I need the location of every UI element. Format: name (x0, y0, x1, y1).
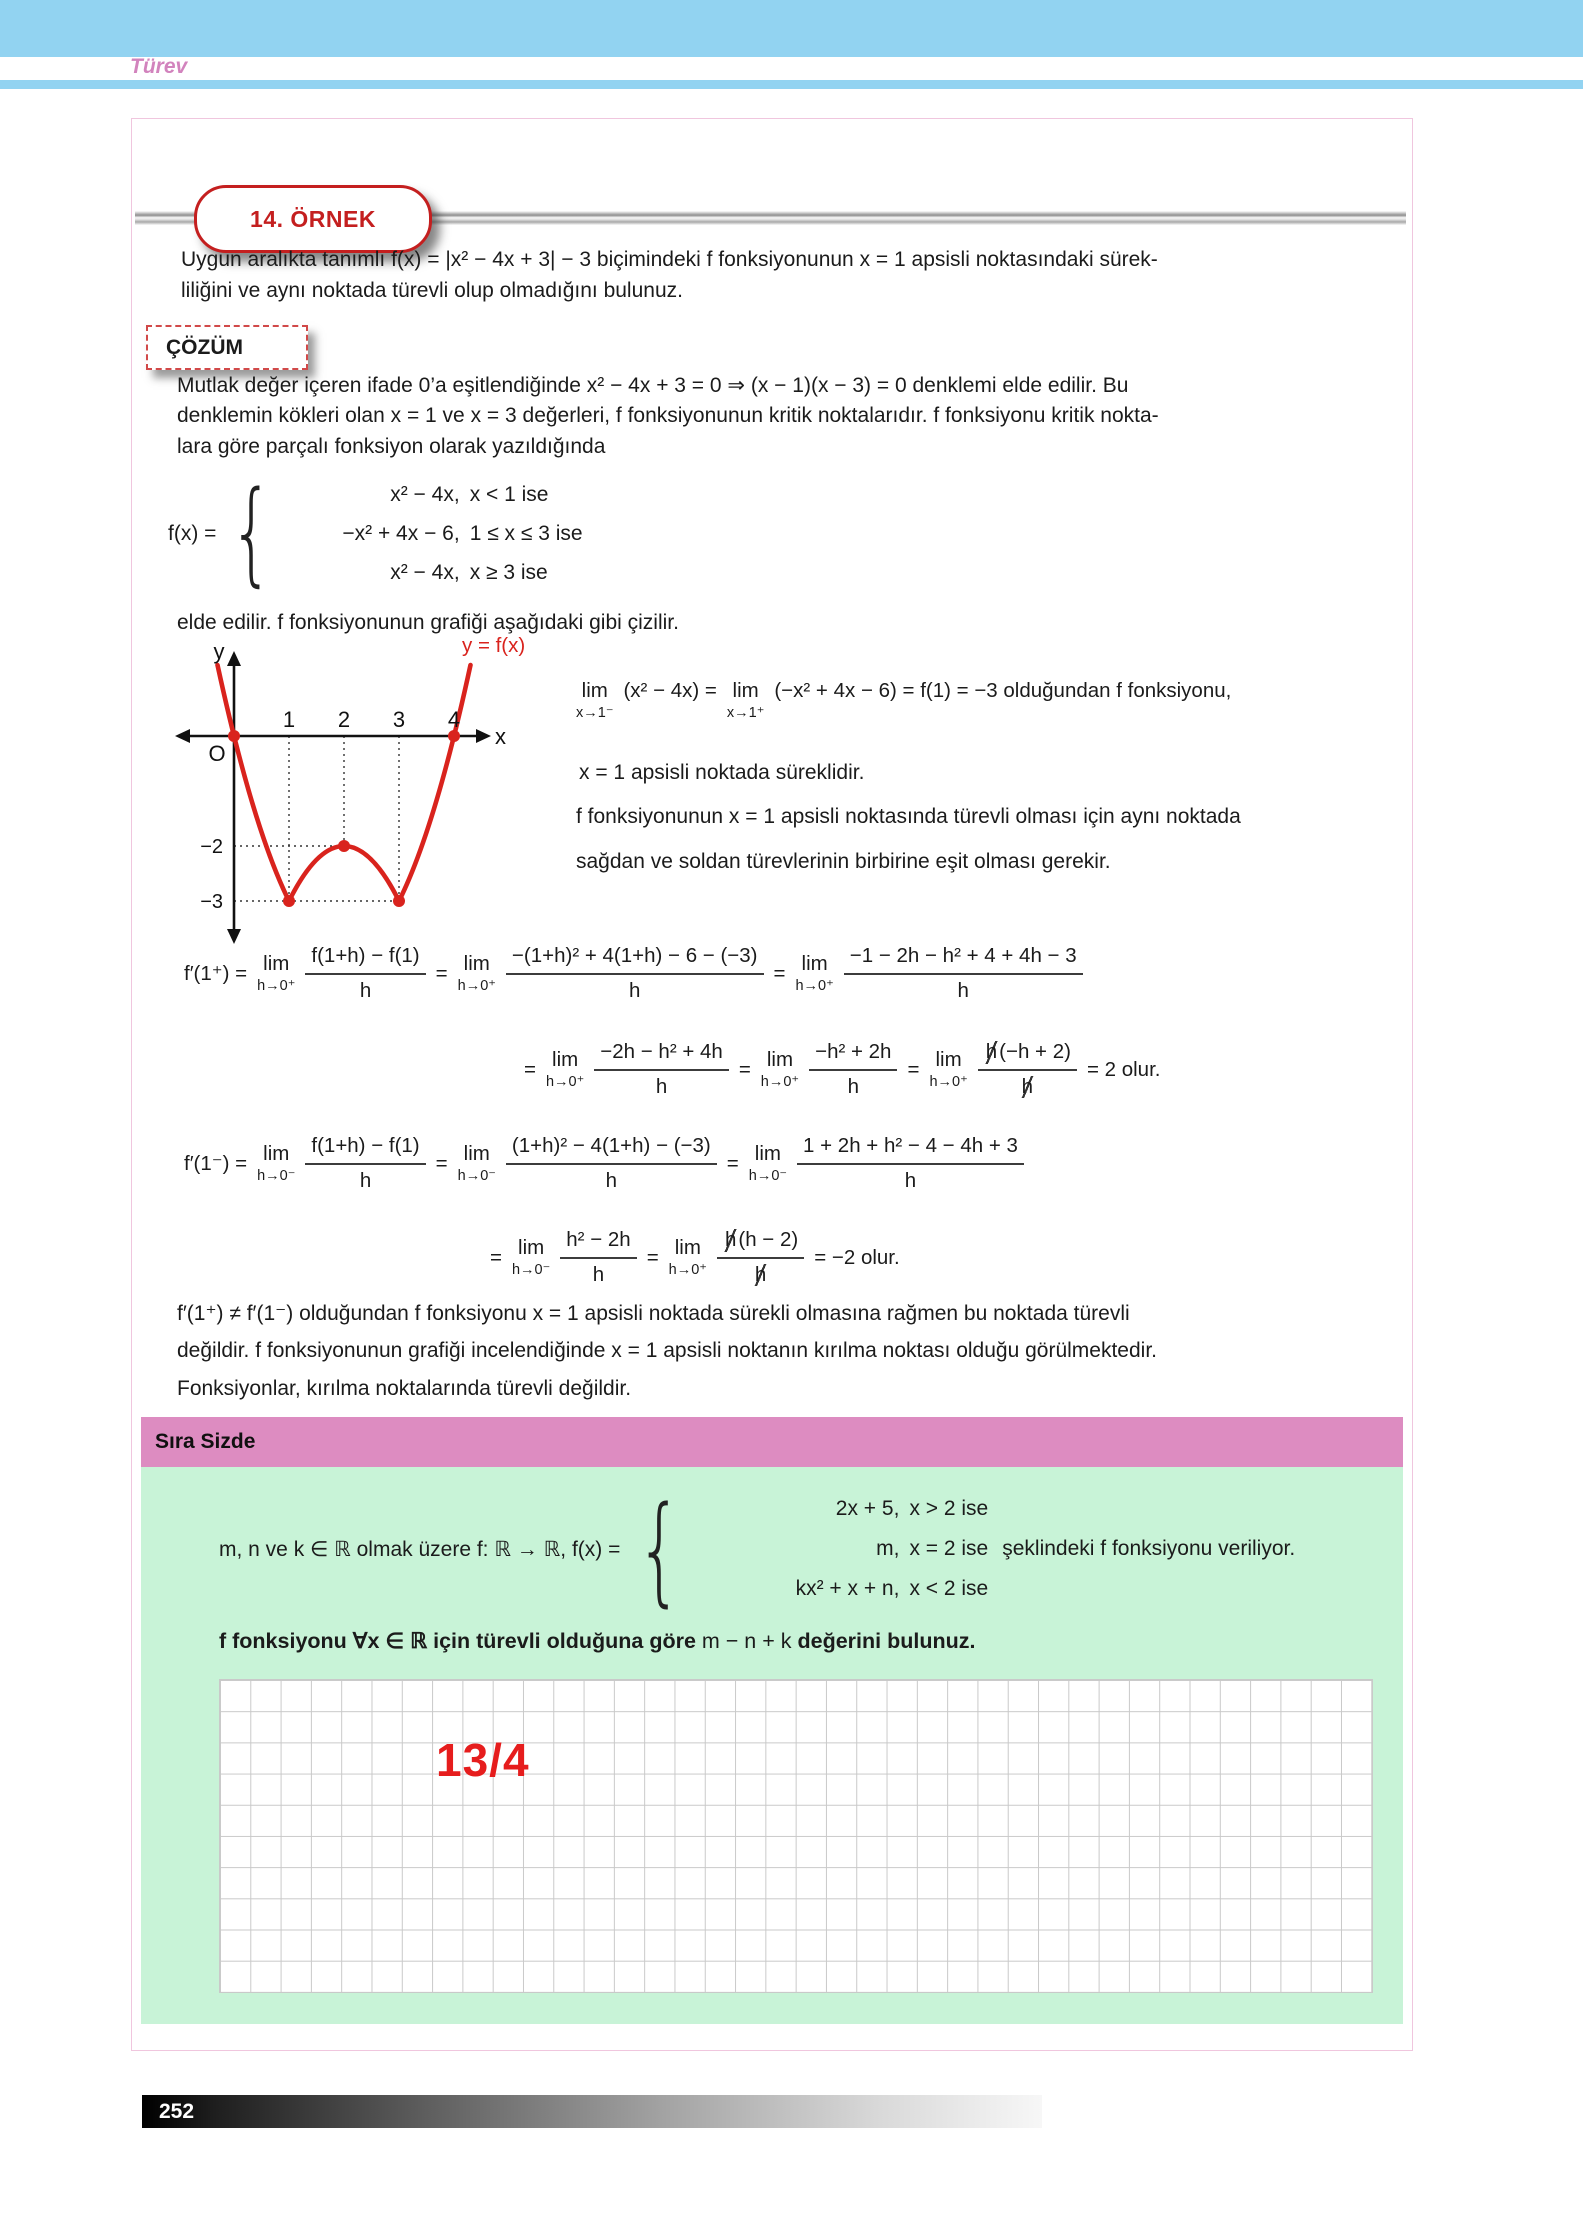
math-text: = (907, 1057, 920, 1081)
solution-label: ÇÖZÜM (166, 335, 243, 359)
piecewise-row (699, 1569, 988, 1609)
x-tick-label: 4 (447, 707, 461, 732)
piecewise-condition: 1 ≤ x ≤ 3 ise (469, 521, 583, 545)
limit-subscript: h→0⁺ (795, 977, 834, 994)
limit-subscript: h→0⁺ (929, 1073, 968, 1090)
math-text: = (435, 961, 448, 985)
math-text: −h² + 2h (815, 1040, 892, 1063)
piecewise-condition: x < 1 ise (469, 482, 549, 506)
cancelled-term: h (1021, 1074, 1034, 1098)
limit-subscript: h→0⁺ (545, 1073, 585, 1090)
fraction-numerator (594, 1041, 729, 1069)
limit-word: lim (463, 952, 490, 976)
exercise-given-prefix: m, n ve k ∈ ℝ olmak üzere f: ℝ → ℝ, f(x) = (219, 1537, 621, 1561)
fraction (797, 1135, 1024, 1192)
limit-operator (929, 1050, 967, 1089)
fraction-numerator (560, 1229, 636, 1257)
piecewise-expression: x² − 4x, (390, 560, 460, 584)
piecewise-condition: x < 2 ise (909, 1577, 989, 1600)
cancelled-term: h (754, 1262, 767, 1286)
math-text: = (524, 1057, 536, 1081)
limit-operator (727, 681, 764, 720)
fraction (560, 1229, 636, 1286)
limit-operator (458, 954, 496, 993)
fraction-numerator (809, 1041, 897, 1069)
problem-text-line: liliğini ve aynı noktada türevli olup olmadığını bulunuz. (181, 279, 683, 302)
fraction-numerator (797, 1135, 1024, 1163)
math-text: h (605, 1168, 618, 1192)
math-text: (−h + 2) (999, 1040, 1071, 1063)
handwritten-answer: 13/4 (436, 1734, 530, 1786)
fraction-denominator (978, 1069, 1077, 1099)
piecewise-expression: 2x + 5, (835, 1497, 900, 1520)
math-text: −1 − 2h − h² + 4 + 4h − 3 (849, 944, 1077, 967)
piecewise-prefix: f(x) = (168, 521, 217, 545)
banner-stripe (0, 80, 1583, 89)
fraction (305, 1135, 425, 1192)
limit-subscript: x→1⁺ (726, 704, 765, 721)
limit-subscript: h→0⁻ (511, 1261, 551, 1278)
math-text: (1+h)² − 4(1+h) − (−3) (511, 1134, 711, 1157)
piecewise-rows (288, 475, 583, 592)
math-text: h (359, 978, 372, 1002)
math-text: = (738, 1057, 751, 1081)
limit-operator (546, 1050, 584, 1089)
limit-operator (749, 1144, 787, 1183)
piecewise-expression: x² − 4x, (390, 482, 460, 506)
limit-equation-row (576, 679, 1231, 720)
x-tick-label: 1 (282, 707, 296, 732)
fraction (506, 945, 764, 1002)
example-badge-label: 14. ÖRNEK (250, 205, 376, 232)
sira-sizde-title: Sıra Sizde (155, 1430, 256, 1453)
sira-sizde-header (141, 1417, 1403, 1467)
fraction-numerator (978, 1041, 1077, 1069)
piecewise-row (699, 1529, 988, 1569)
piecewise-row (699, 1489, 988, 1529)
solution-text-line: lara göre parçalı fonksiyon olarak yazıldığında (177, 435, 606, 458)
cancelled-term: h (724, 1228, 737, 1251)
conclusion-line: değildir. f fonksiyonunun grafiği incelendiğinde x = 1 apsisli noktanın kırılma noktası olduğu görülmektedir. (177, 1339, 1157, 1362)
piecewise-expression: m, (876, 1537, 900, 1560)
limit-word: lim (263, 952, 290, 976)
piecewise-row (288, 475, 583, 514)
limit-word: lim (263, 1142, 290, 1166)
limit-subscript: h→0⁺ (760, 1073, 800, 1090)
piecewise-expression: kx² + x + n, (795, 1577, 900, 1600)
solution-text-line: denklemin kökleri olan x = 1 ve x = 3 değerleri, f fonksiyonunun kritik noktalarıdır. f fonksiyonu kritik nokta- (177, 404, 1159, 427)
question-text-bold: f fonksiyonu ∀x ∈ ℝ için türevli olduğuna göre (219, 1629, 702, 1653)
math-text: f′(1⁺) = (184, 962, 248, 986)
math-text: h (957, 978, 969, 1002)
solution-text-line: Mutlak değer içeren ifade 0’a eşitlendiğinde x² − 4x + 3 = 0 ⇒ (x − 1)(x − 3) = 0 denklemi elde edilir. Bu (177, 374, 1129, 397)
math-text: h (904, 1168, 917, 1192)
content-box (131, 118, 1413, 2051)
math-text: h (629, 978, 641, 1002)
right-derivative-row-2 (524, 1041, 1160, 1098)
exercise-question (219, 1629, 975, 1654)
limit-word: lim (766, 1048, 794, 1072)
limit-subscript: h→0⁻ (257, 1167, 296, 1184)
limit-word: lim (463, 1142, 490, 1166)
fraction-numerator (506, 1135, 717, 1163)
limit-operator (761, 1050, 799, 1089)
limit-operator (512, 1238, 550, 1277)
question-expression: m − n + k (701, 1629, 792, 1653)
piecewise-condition: x ≥ 3 ise (469, 560, 548, 584)
fraction-denominator (844, 973, 1083, 1003)
fraction (844, 945, 1083, 1002)
limit-operator (257, 954, 295, 993)
math-text: −2h − h² + 4h (600, 1040, 723, 1063)
cancelled-term: h (985, 1040, 998, 1063)
limit-operator (795, 954, 833, 993)
limit-word: lim (732, 679, 759, 702)
piecewise-condition: x > 2 ise (909, 1497, 989, 1520)
exercise-piecewise-brace: { (636, 1479, 684, 1618)
y-tick-label: −3 (200, 891, 223, 913)
y-axis-label: y (213, 641, 225, 664)
limit-word: lim (552, 1048, 579, 1072)
limit-subscript: h→0⁺ (668, 1261, 707, 1278)
limit-subscript: h→0⁺ (257, 977, 296, 994)
piecewise-condition: x = 2 ise (909, 1537, 989, 1560)
math-text: (h − 2) (738, 1228, 799, 1251)
chapter-title: Türev (130, 55, 188, 78)
fraction-denominator (809, 1069, 897, 1099)
limit-operator (458, 1144, 496, 1183)
limit-word: lim (581, 679, 608, 702)
left-derivative-row-2 (490, 1229, 900, 1286)
limit-operator (257, 1144, 295, 1183)
fraction-numerator (305, 945, 425, 973)
example-badge (194, 185, 432, 253)
continuity-text: x = 1 apsisli noktada süreklidir. (579, 761, 865, 784)
fraction-numerator (844, 945, 1083, 973)
derivative-intro-line: sağdan ve soldan türevlerinin birbirine eşit olması gerekir. (576, 850, 1111, 873)
limit-subscript: h→0⁻ (457, 1167, 496, 1184)
exercise-given (219, 1479, 1296, 1618)
limit-word: lim (935, 1048, 962, 1072)
x-axis-label: x (495, 724, 506, 749)
limit-operator (576, 681, 613, 720)
fraction-denominator (305, 973, 425, 1003)
math-text: f′(1⁻) = (184, 1152, 248, 1176)
math-text: f(1+h) − f(1) (311, 944, 420, 967)
x-tick-label: 3 (392, 707, 406, 732)
fraction-denominator (560, 1257, 636, 1287)
limit-subscript: h→0⁻ (748, 1167, 788, 1184)
limit-word: lim (518, 1236, 545, 1260)
fraction (594, 1041, 729, 1098)
conclusion-line: f′(1⁺) ≠ f′(1⁻) olduğundan f fonksiyonu x = 1 apsisli noktada sürekli olmasına rağmen bu noktada türevli (177, 1302, 1130, 1325)
y-tick-label: −2 (200, 836, 223, 858)
math-text: (−x² + 4x − 6) = f(1) = −3 olduğundan f fonksiyonu, (774, 679, 1232, 702)
piecewise-function (168, 467, 583, 598)
piecewise-row (288, 514, 583, 553)
right-derivative-row-1 (184, 945, 1083, 1002)
conclusion-line: Fonksiyonlar, kırılma noktalarında türevli değildir. (177, 1377, 632, 1400)
math-text: = (490, 1245, 502, 1269)
limit-word: lim (754, 1142, 781, 1166)
math-text: h (359, 1168, 372, 1192)
sira-sizde-panel (141, 1467, 1403, 2024)
math-text: h (847, 1074, 859, 1098)
graph-key-points (228, 730, 460, 907)
x-tick-label: 2 (337, 707, 351, 732)
top-banner (0, 0, 1583, 57)
function-graph (159, 641, 509, 951)
limit-subscript: h→0⁺ (457, 977, 496, 994)
limit-word: lim (674, 1236, 701, 1260)
piecewise-row (288, 553, 583, 592)
math-text: h (655, 1074, 668, 1098)
curve-equation-label: y = f(x) (462, 634, 526, 657)
exercise-piecewise-rows (699, 1489, 988, 1609)
solution-label-box (146, 325, 308, 370)
math-text: (x² − 4x) = (623, 679, 717, 702)
fraction-numerator (506, 945, 764, 973)
math-text: −(1+h)² + 4(1+h) − 6 − (−3) (511, 944, 758, 967)
math-text: f(1+h) − f(1) (311, 1134, 420, 1157)
question-text-bold: değerini bulunuz. (797, 1629, 976, 1653)
math-text: = −2 olur. (814, 1245, 900, 1269)
math-text: h² − 2h (566, 1228, 631, 1251)
piecewise-brace: { (229, 467, 275, 598)
math-text: 1 + 2h + h² − 4 − 4h + 3 (803, 1134, 1018, 1157)
derivative-intro-line: f fonksiyonunun x = 1 apsisli noktasında türevli olması için aynı noktada (576, 805, 1241, 828)
piecewise-expression: −x² + 4x − 6, (342, 521, 460, 545)
after-piecewise-text: elde edilir. f fonksiyonunun grafiği aşağıdaki gibi çizilir. (177, 611, 679, 634)
math-text: = (435, 1151, 448, 1175)
graph-curve (218, 665, 471, 901)
limit-subscript: x→1⁻ (576, 704, 614, 721)
answer-grid (219, 1679, 1373, 1993)
math-text: h (592, 1262, 605, 1286)
fraction-numerator (305, 1135, 425, 1163)
origin-label: O (208, 741, 226, 766)
fraction-denominator (506, 1163, 717, 1193)
banner-gap (0, 57, 1583, 80)
fraction-denominator (717, 1257, 804, 1287)
fraction-denominator (594, 1069, 729, 1099)
problem-text-line: Uygun aralıkta tanımlı f(x) = |x² − 4x + 3| − 3 biçimindeki f fonksiyonunun x = 1 apsisli noktasındaki sürek- (181, 248, 1158, 271)
math-text: = (726, 1151, 739, 1175)
fraction (717, 1229, 804, 1286)
fraction (506, 1135, 717, 1192)
fraction (978, 1041, 1077, 1098)
math-text: = (646, 1245, 659, 1269)
page-number: 252 (159, 2099, 195, 2123)
fraction-denominator (797, 1163, 1024, 1193)
limit-word: lim (801, 952, 828, 976)
fraction (305, 945, 425, 1002)
left-derivative-row-1 (184, 1135, 1024, 1192)
math-text: = (773, 961, 786, 985)
fraction-denominator (305, 1163, 425, 1193)
exercise-given-suffix: şeklindeki f fonksiyonu veriliyor. (1002, 1537, 1296, 1560)
fraction-numerator (717, 1229, 804, 1257)
limit-operator (669, 1238, 707, 1277)
math-text: = 2 olur. (1086, 1057, 1161, 1081)
fraction-denominator (506, 973, 764, 1003)
page-number-bar (142, 2095, 1042, 2128)
fraction (809, 1041, 897, 1098)
